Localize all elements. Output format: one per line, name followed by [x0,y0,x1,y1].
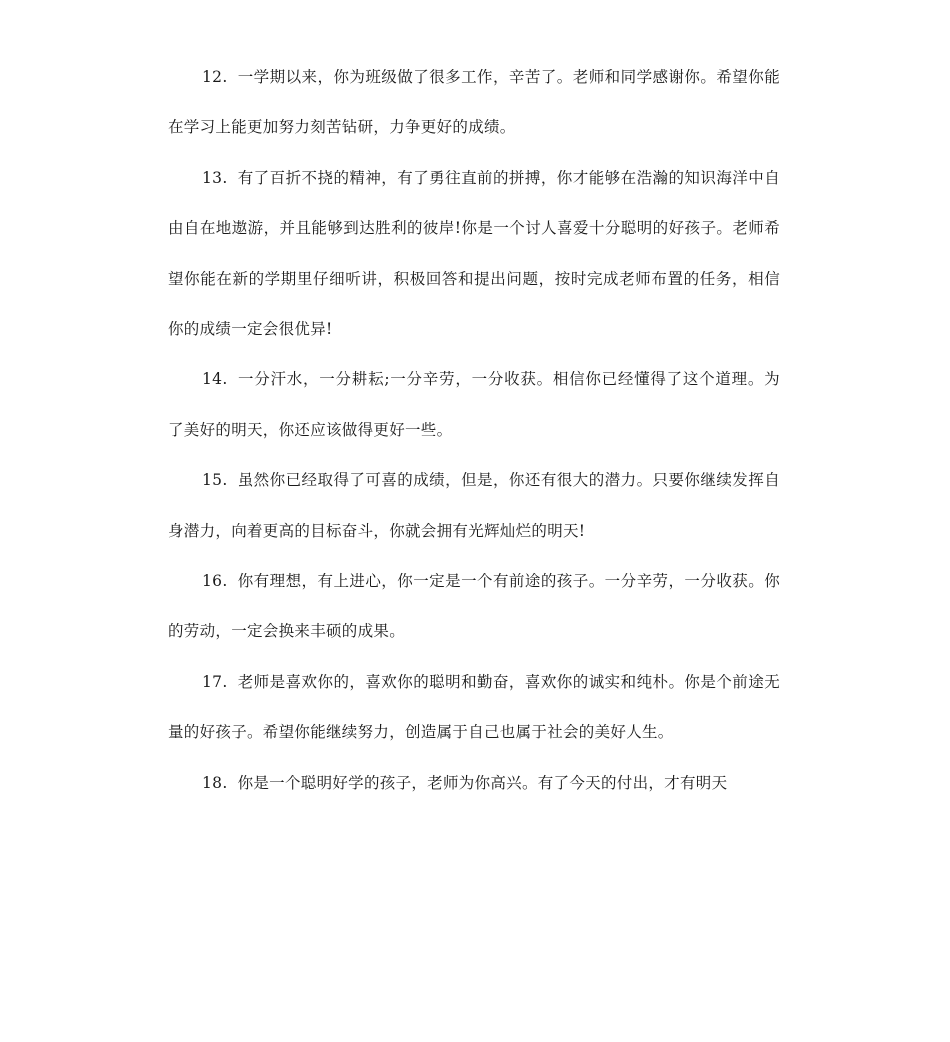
paragraph-text: 虽然你已经取得了可喜的成绩，但是，你还有很大的潜力。只要你继续发挥自身潜力，向着更高的目标奋斗，你就会拥有光辉灿烂的明天! [168,471,780,540]
paragraph-text: 你是一个聪明好学的孩子，老师为你高兴。有了今天的付出，才有明天 [237,773,728,792]
paragraph-text: 你有理想，有上进心，你一定是一个有前途的孩子。一分辛劳，一分收获。你的劳动，一定会换来丰硕的成果。 [168,572,780,641]
paragraph-16 [168,556,780,657]
paragraph-text: 一学期以来，你为班级做了很多工作，辛苦了。老师和同学感谢你。希望你能在学习上能更加努力刻苦钻研，力争更好的成绩。 [168,68,780,137]
paragraph-text: 老师是喜欢你的，喜欢你的聪明和勤奋，喜欢你的诚实和纯朴。你是个前途无量的好孩子。希望你能继续努力，创造属于自己也属于社会的美好人生。 [168,672,780,742]
paragraph-13 [168,153,780,355]
paragraph-number: 14. [202,370,228,389]
paragraph-number: 17. [202,672,228,691]
paragraph-number: 16. [202,572,228,591]
paragraph-14 [168,354,780,455]
paragraph-12 [168,52,780,153]
paragraph-number: 18. [202,773,228,792]
document-body [168,52,780,808]
paragraph-text: 有了百折不挠的精神，有了勇往直前的拼搏，你才能够在浩瀚的知识海洋中自由自在地遨游，并且能够到达胜利的彼岸!你是一个讨人喜爱十分聪明的好孩子。老师希望你能在新的学期里仔细听讲，积极回答和提出问题，按时完成老师布置的任务，相信你的成绩一定会很优异! [168,168,780,339]
paragraph-text: 一分汗水，一分耕耘;一分辛劳，一分收获。相信你已经懂得了这个道理。为了美好的明天，你还应该做得更好一些。 [168,370,780,439]
paragraph-17 [168,657,780,758]
paragraph-18 [168,758,780,808]
paragraph-number: 15. [202,471,228,490]
paragraph-number: 12. [202,68,228,86]
paragraph-number: 13. [202,168,228,187]
paragraph-15 [168,455,780,556]
